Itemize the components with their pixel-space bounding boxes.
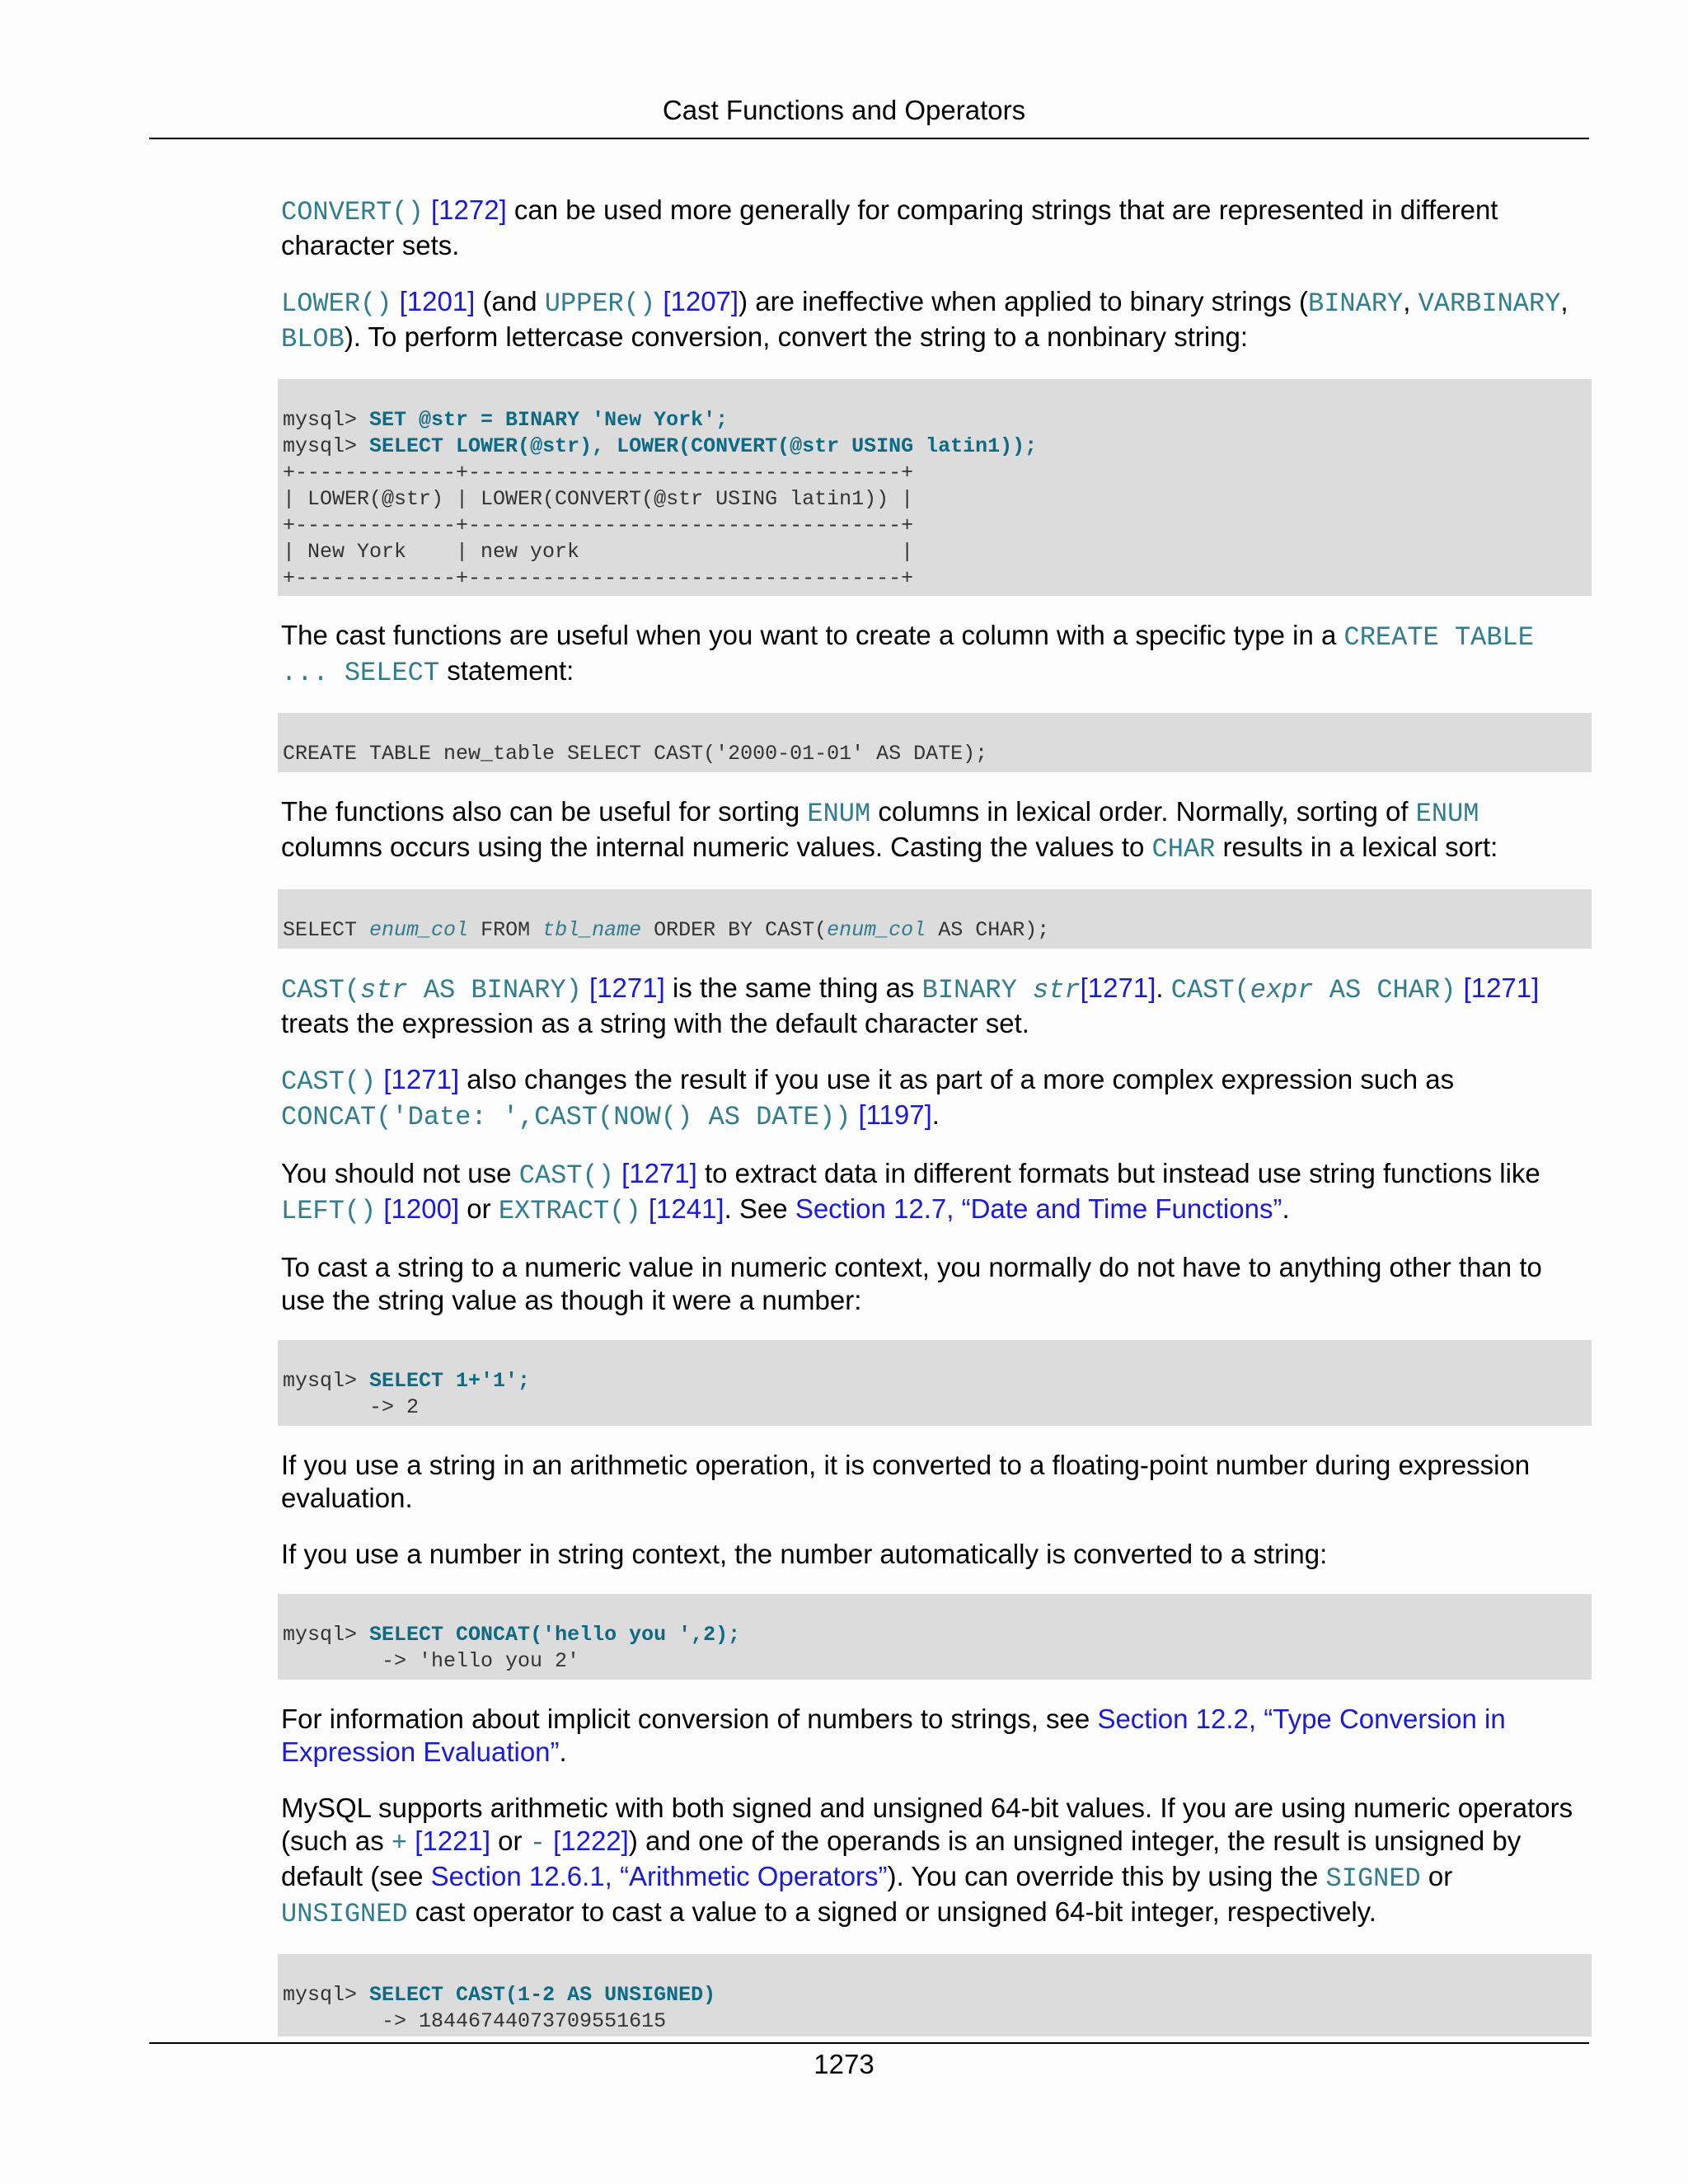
code-block-unsigned: mysql> SELECT CAST(1-2 AS UNSIGNED) -> 18446744073709551615 [278, 1954, 1592, 2036]
paragraph-implicit-conversion: For information about implicit conversion of numbers to strings, see Section 12.2, “Type Conversion in Expression Evaluation”. [281, 1704, 1506, 1767]
code-create-table-select: CREATE TABLE ... SELECT [281, 622, 1534, 688]
code-enum: ENUM [1415, 799, 1479, 829]
paragraph-create-table: The cast functions are useful when you want to create a column with a specific type in a CREATE TABLE ... SELECT statement: [281, 620, 1534, 688]
paragraph-lower-upper: LOWER() [1201] (and UPPER() [1207]) are ineffective when applied to binary strings (BINARY, VARBINARY, BLOB). To perform lettercase conversion, convert the string to a nonbinary string: [281, 286, 1568, 354]
footer-rule [149, 2042, 1589, 2044]
page-content [281, 194, 1592, 2060]
code-enum: ENUM [807, 799, 871, 829]
paragraph-string-context: If you use a number in string context, the number automatically is converted to a string: [281, 1539, 1328, 1569]
paragraph-numeric-context: To cast a string to a numeric value in numeric context, you normally do not have to anything other than to use the string value as though it were a number: [281, 1252, 1542, 1315]
ref-link[interactable]: [1222] [553, 1825, 629, 1856]
code-block-concat: mysql> SELECT CONCAT('hello you ',2); -> 'hello you 2' [278, 1594, 1592, 1680]
ref-link[interactable]: [1271] [589, 972, 665, 1003]
section-link-date-time[interactable]: Section 12.7, “Date and Time Functions” [795, 1193, 1282, 1224]
code-block-numeric: mysql> SELECT 1+'1'; -> 2 [278, 1340, 1592, 1426]
code-concat-date: CONCAT('Date: ',CAST(NOW() AS DATE)) [281, 1102, 851, 1132]
code-binary-str: BINARY str [921, 975, 1081, 1005]
ref-link[interactable]: [1272] [431, 194, 507, 225]
code-lower: LOWER() [281, 288, 392, 319]
paragraph-cast-binary: CAST(str AS BINARY) [1271] is the same thing as BINARY str[1271]. CAST(expr AS CHAR) [1271] treats the expression as a string with the default character set. [281, 972, 1540, 1038]
paragraph-cast-complex: CAST() [1271] also changes the result if you use it as part of a more complex expression such as CONCAT('Date: ',CAST(NOW() AS DATE)) [1197]. [281, 1064, 1455, 1132]
code-unsigned: UNSIGNED [281, 1899, 408, 1929]
paragraph-enum-sort: The functions also can be useful for sorting ENUM columns in lexical order. Normally, sorting of ENUM columns occurs using the internal numeric values. Casting the values to CHAR results in a lexical sort: [281, 796, 1498, 865]
code-block-create-table: CREATE TABLE new_table SELECT CAST('2000-01-01' AS DATE); [278, 713, 1592, 772]
page-header-title: Cast Functions and Operators [662, 95, 1026, 125]
code-plus-operator: + [391, 1828, 408, 1858]
code-cast-expr-char: CAST(expr AS CHAR) [1170, 975, 1456, 1005]
ref-link[interactable]: [1221] [415, 1825, 491, 1856]
code-varbinary: VARBINARY [1418, 288, 1561, 319]
ref-link[interactable]: [1201] [399, 286, 476, 316]
code-binary: BINARY [1308, 288, 1404, 319]
section-link-type-conversion[interactable]: Section 12.2, “Type Conversion in Expression Evaluation” [281, 1704, 1506, 1767]
code-char: CHAR [1151, 834, 1216, 865]
paragraph-extract: You should not use CAST() [1271] to extract data in different formats but instead use string functions like LEFT() [1200] or EXTRACT() [1241]. See Section 12.7, “Date and Time Functions”. [281, 1158, 1540, 1226]
code-cast: CAST() [281, 1066, 377, 1097]
code-convert: CONVERT() [281, 197, 424, 227]
code-left: LEFT() [281, 1196, 377, 1226]
ref-link[interactable]: [1271] [1080, 972, 1156, 1003]
code-block-lower-example: mysql> SET @str = BINARY 'New York'; mysql> SELECT LOWER(@str), LOWER(CONVERT(@str USING latin1)); +-------------+-----------------------------------+ | LOWER(@str) | LOWER(CONVERT(@str USING latin1)) | +-------------+-----------------------------------+ | New York | new york | +-------------+-----------------------------------+ [278, 379, 1592, 596]
code-blob: BLOB [281, 324, 345, 354]
ref-link[interactable]: [1197] [858, 1099, 932, 1130]
code-cast: CAST() [518, 1160, 614, 1191]
ref-link[interactable]: [1271] [383, 1064, 460, 1094]
ref-link[interactable]: [1207] [663, 286, 739, 316]
code-upper: UPPER() [544, 288, 656, 319]
code-signed: SIGNED [1325, 1863, 1421, 1894]
ref-link[interactable]: [1200] [383, 1193, 460, 1224]
paragraph-arithmetic: If you use a string in an arithmetic operation, it is converted to a floating-point number during expression evaluation. [281, 1450, 1531, 1513]
ref-link[interactable]: [1271] [621, 1158, 697, 1188]
page-number: 1273 [814, 2049, 874, 2079]
ref-link[interactable]: [1241] [648, 1193, 724, 1224]
code-minus-operator: - [529, 1828, 546, 1858]
paragraph-convert: CONVERT() [1272] can be used more generally for comparing strings that are represented in different character sets. [281, 194, 1498, 260]
code-cast-str-binary: CAST(str AS BINARY) [281, 975, 582, 1005]
section-link-arithmetic-operators[interactable]: Section 12.6.1, “Arithmetic Operators” [430, 1861, 888, 1891]
header-rule [149, 138, 1589, 139]
code-extract: EXTRACT() [498, 1196, 641, 1226]
ref-link[interactable]: [1271] [1463, 972, 1540, 1003]
code-block-enum-sort: SELECT enum_col FROM tbl_name ORDER BY CAST(enum_col AS CHAR); [278, 889, 1592, 949]
paragraph-signed-unsigned: MySQL supports arithmetic with both signed and unsigned 64-bit values. If you are using numeric operators (such as + [1221] or - [1222]) and one of the operands is an unsigned integer, the result is unsigned by default (see Section 12.6.1, “Arithmetic Operators”). You can override this by using the SIGNED or UNSIGNED cast operator to cast a value to a signed or unsigned 64-bit integer, respectively. [281, 1793, 1573, 1929]
